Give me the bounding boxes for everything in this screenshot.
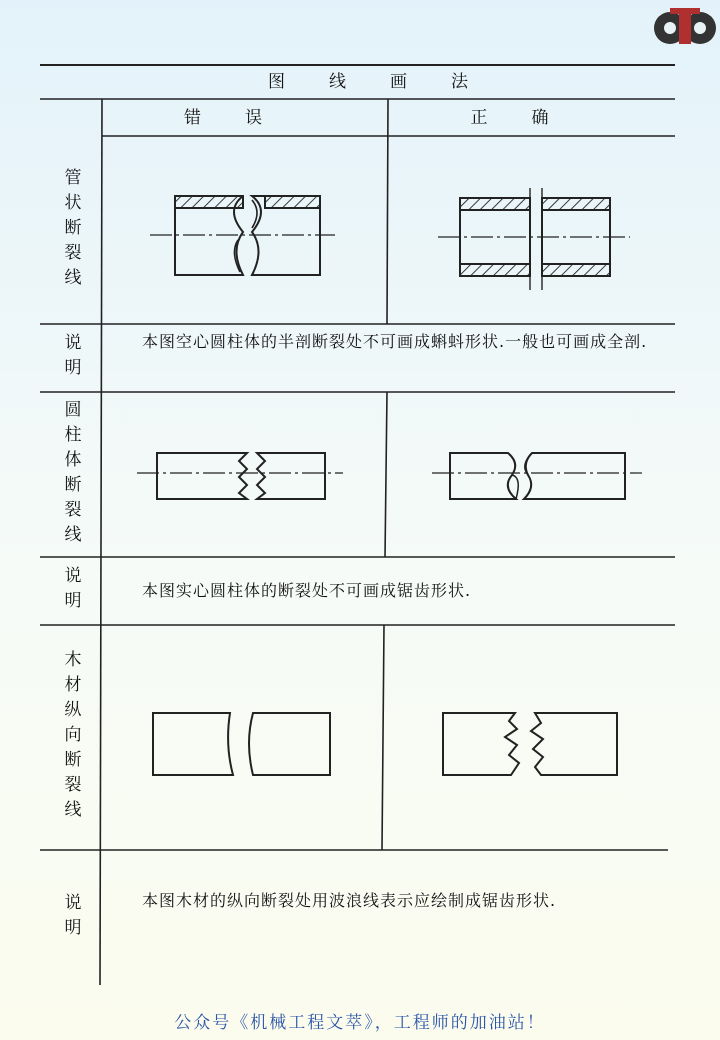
footer-caption: 公众号《机械工程文萃》，工程师的加油站！ [174, 1013, 546, 1033]
column-header-right: 正确 [470, 108, 593, 128]
wood-break-right-drawing [435, 705, 625, 785]
row-label-note-1: 说明 [60, 333, 81, 383]
row-label-note-3: 说明 [60, 892, 81, 943]
cylinder-break-right-drawing [430, 445, 645, 505]
row-label-tubular-break: 管状断裂线 [60, 167, 81, 293]
cylinder-break-wrong-drawing [135, 445, 345, 505]
note-text-2: 本图实心圆柱体的断裂处不可画成锯齿形状. [142, 581, 472, 600]
row-label-cylinder-break: 圆柱体断裂线 [60, 399, 81, 550]
note-text-1: 本图空心圆柱体的半剖断裂处不可画成蝌蚪形状.一般也可画成全剖. [142, 332, 648, 351]
note-text-3: 本图木材的纵向断裂处用波浪线表示应绘制成锯齿形状. [142, 891, 557, 910]
tubular-break-right-drawing [430, 180, 640, 300]
tubular-break-wrong-drawing [140, 180, 340, 280]
table-title: 图线画法 [268, 72, 512, 92]
wood-break-wrong-drawing [145, 705, 345, 785]
column-header-wrong: 错误 [184, 108, 306, 128]
row-label-note-2: 说明 [60, 566, 81, 616]
row-label-wood-break: 木材纵向断裂线 [60, 650, 81, 825]
